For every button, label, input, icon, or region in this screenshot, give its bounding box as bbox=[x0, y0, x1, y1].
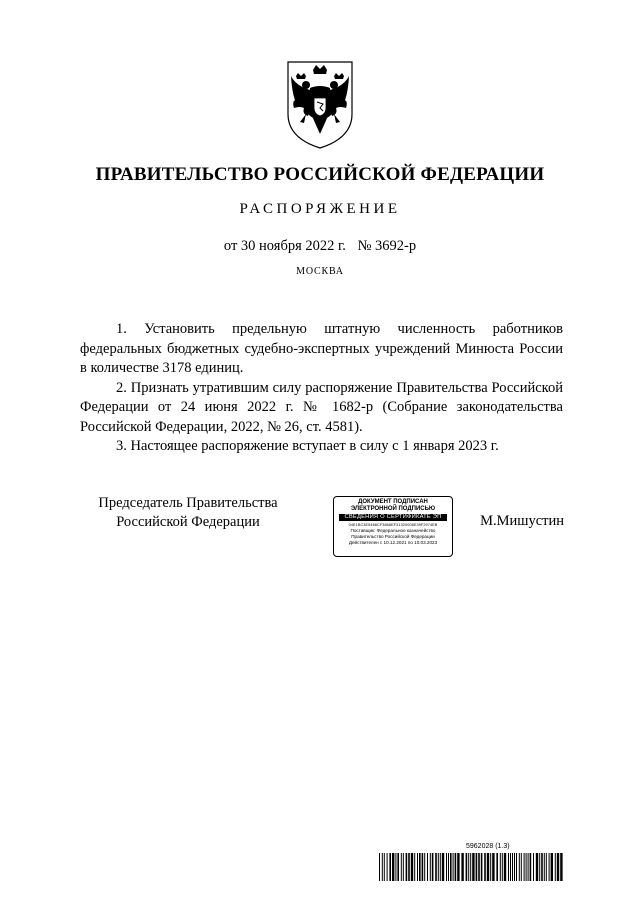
signer-position bbox=[78, 494, 298, 532]
stamp-certificate-header: СВЕДЕНИЯ О СЕРТИФИКАТЕ ЭП bbox=[339, 514, 447, 521]
paragraph-3: 3. Настоящее распоряжение вступает в силу с 1 января 2023 г. bbox=[116, 438, 499, 454]
stamp-title-line1: ДОКУМЕНТ ПОДПИСАН bbox=[358, 499, 428, 505]
barcode-label: 5962028 (1.3) bbox=[466, 843, 510, 850]
document-number: № 3692-р bbox=[357, 238, 417, 254]
paragraph-2: 2. Признать утратившим силу распоряжение Правительства Российской Федерации от 24 июня 2022 г. № 1682-р (Собрание законодательства Российской Федерации, 2022, № 26, ст. 4581). bbox=[80, 379, 563, 435]
stamp-issuer-line2: Правительство Российской Федерации bbox=[351, 534, 435, 539]
barcode-icon bbox=[379, 853, 563, 881]
signer-position-line1: Председатель Правительства bbox=[98, 495, 278, 511]
stamp-title-line2: ЭЛЕКТРОННОЙ ПОДПИСЬЮ bbox=[350, 506, 436, 512]
document-city: МОСКВА bbox=[296, 266, 344, 277]
signer-position-line2: Российской Федерации bbox=[116, 514, 260, 530]
signer-name: М.Мишустин bbox=[480, 513, 564, 529]
document-type: РАСПОРЯЖЕНИЕ bbox=[239, 201, 401, 217]
stamp-validity: Действителен с 10.12.2021 по 10.03.2023 bbox=[348, 540, 438, 545]
government-title: ПРАВИТЕЛЬСТВО РОССИЙСКОЙ ФЕДЕРАЦИИ bbox=[95, 164, 545, 185]
coat-of-arms-icon bbox=[282, 56, 358, 152]
document-date: от 30 ноября 2022 г. bbox=[223, 238, 346, 254]
paragraph-1: 1. Установить предельную штатную численность работников федеральных бюджетных судебно-экспертных учреждений Минюста России в количестве 3178 единиц. bbox=[80, 321, 563, 376]
stamp-certificate-id: 04E1BC3E5468CF3868EF31320008E39F2974EB bbox=[348, 523, 438, 527]
document-date-line bbox=[0, 238, 640, 255]
document-body bbox=[80, 320, 563, 457]
electronic-signature-stamp bbox=[333, 496, 453, 557]
stamp-issuer-line1: Поставщик: Федеральное казначейство bbox=[350, 528, 436, 533]
